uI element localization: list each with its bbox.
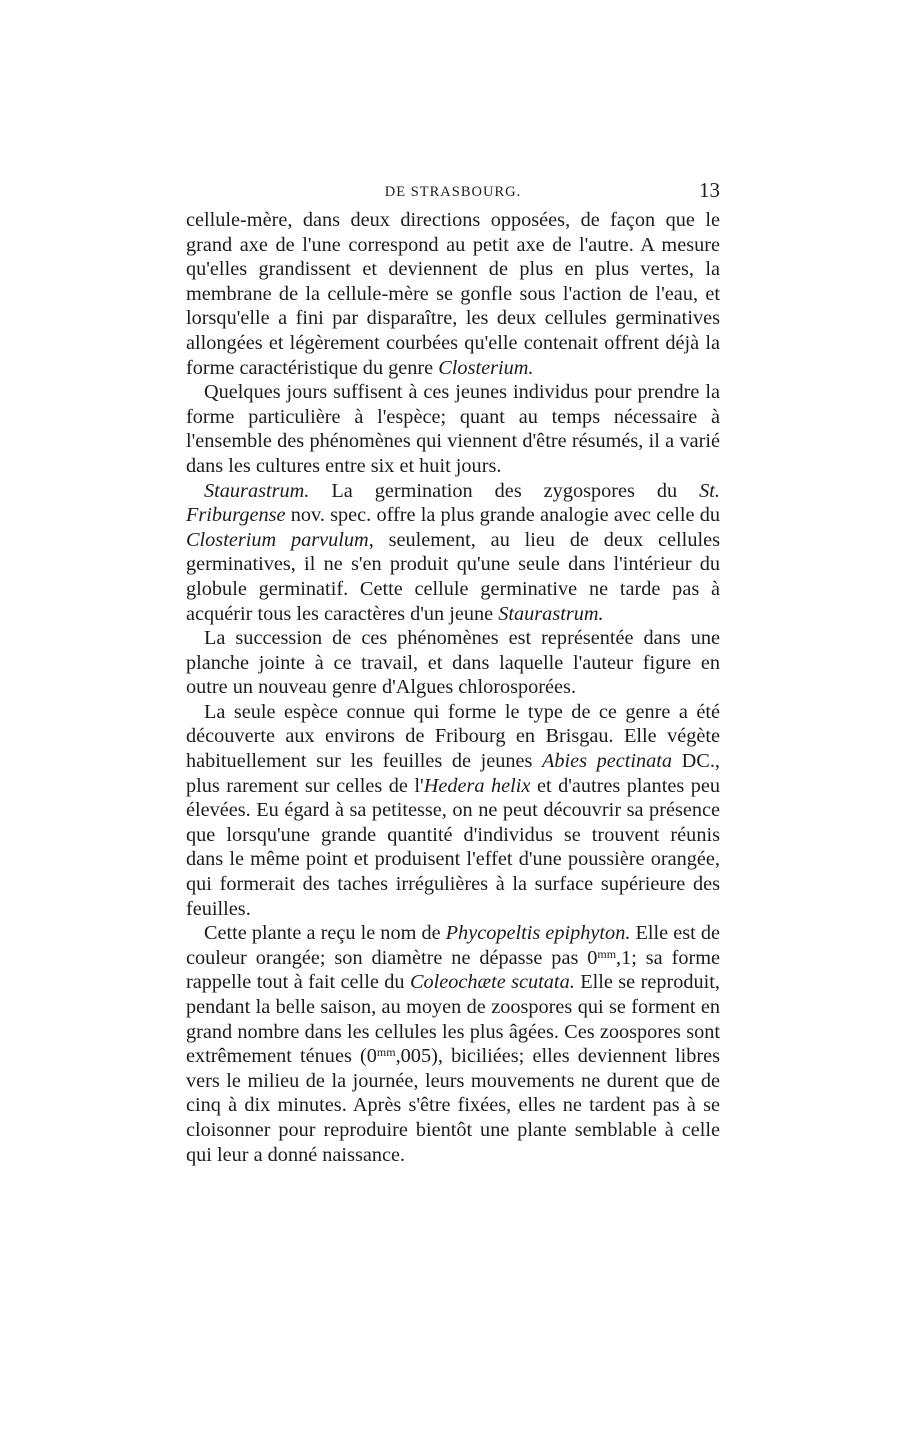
text-run: et d'autres plantes peu élevées. Eu égard à sa petitesse, on ne peut découvrir sa présence que lorsqu'une grande quantité d'individus se trouvent réunis dans le même point et produisent l'effet d'une poussière orangée, qui formerait des taches irrégulières à la surface supérieure des feuilles. (186, 774, 720, 920)
text-run: La succession de ces phénomènes est représentée dans une planche jointe à ce travail, et dans laquelle l'auteur figure en outre un nouveau genre d'Algues chlorosporées. (186, 627, 720, 699)
text-run: nov. spec. offre la plus grande analogie avec celle du (285, 504, 720, 527)
paragraph-species (186, 700, 720, 921)
italic-taxon: Staurastrum. (204, 479, 310, 502)
italic-taxon: Staurastrum. (498, 602, 604, 625)
running-head (186, 176, 720, 208)
text-run: La germination des zygospores du (309, 479, 700, 502)
body-text (186, 208, 720, 1167)
paragraph-phycopeltis (186, 921, 720, 1167)
italic-taxon: St. Friburgense (186, 479, 720, 527)
paragraph-development-time (186, 380, 720, 478)
text-run: Quelques jours suffisent à ces jeunes individus pour prendre la forme particulière à l'espèce; quant au temps nécessaire à l'ensemble des phénomènes qui viennent d'être résumés, il a varié dans les cultures entre six et huit jours. (186, 381, 720, 477)
unit-superscript: mm (597, 946, 617, 961)
text-run: , seulement, au lieu de deux cellules germinatives, il ne s'en produit qu'une seule dans l'intérieur du globule germinatif. Cette cellule germinative ne tarde pas à acquérir tous les caractères d'un jeune (186, 528, 720, 625)
running-title: DE STRASBOURG. (384, 184, 522, 200)
italic-taxon: Abies pectinata (541, 750, 673, 773)
text-run: cellule-mère, dans deux directions opposées, de façon que le grand axe de l'une correspond au petit axe de l'autre. A mesure qu'elles grandissent et deviennent de plus en plus vertes, la membrane de la cellule-mère se gonfle sous l'action de l'eau, et lorsqu'elle a fini par disparaître, les deux cellules germinatives allongées et légèrement courbées qu'elle contenait offrent déjà la forme caractéristique du genre (186, 209, 720, 379)
italic-taxon: Hedera helix (423, 774, 531, 797)
text-run: La seule espèce connue qui forme le type de ce genre a été découverte aux environs de Fribourg en Brisgau. Elle végète habituellement sur les feuilles de jeunes (186, 700, 720, 773)
paragraph-staurastrum (186, 479, 720, 627)
paragraph-plate (186, 626, 720, 700)
italic-taxon: Closterium parvulum (186, 528, 369, 551)
book-page (186, 176, 720, 1167)
page-number: 13 (699, 178, 720, 202)
text-run: ,1; sa forme rappelle tout à fait celle du (186, 946, 720, 994)
unit-superscript: mm (376, 1045, 396, 1060)
italic-taxon: Closterium. (438, 356, 534, 379)
paragraph-continuation (186, 208, 720, 380)
text-run: Elle est de couleur orangée; son diamètre ne dépasse pas 0 (186, 922, 720, 969)
text-run: ,005), biciliées; elles deviennent libres vers le milieu de la journée, leurs mouvements ne durent que de cinq à dix minutes. Après s'être fixées, elles ne tardent pas à se cloisonner pour reproduire bientôt une plante semblable à celle qui leur a donné naissance. (186, 1045, 721, 1166)
italic-taxon: Coleochæte scutata. (409, 971, 575, 994)
text-run: Elle se reproduit, pendant la belle saison, au moyen de zoospores qui se forment en grand nombre dans les cellules les plus âgées. Ces zoospores sont extrêmement ténues (0 (186, 971, 720, 1068)
text-run: Cette plante a reçu le nom de (204, 922, 446, 945)
text-run: DC., plus rarement sur celles de l' (186, 750, 720, 797)
italic-taxon: Phycopeltis epiphyton. (445, 922, 631, 945)
